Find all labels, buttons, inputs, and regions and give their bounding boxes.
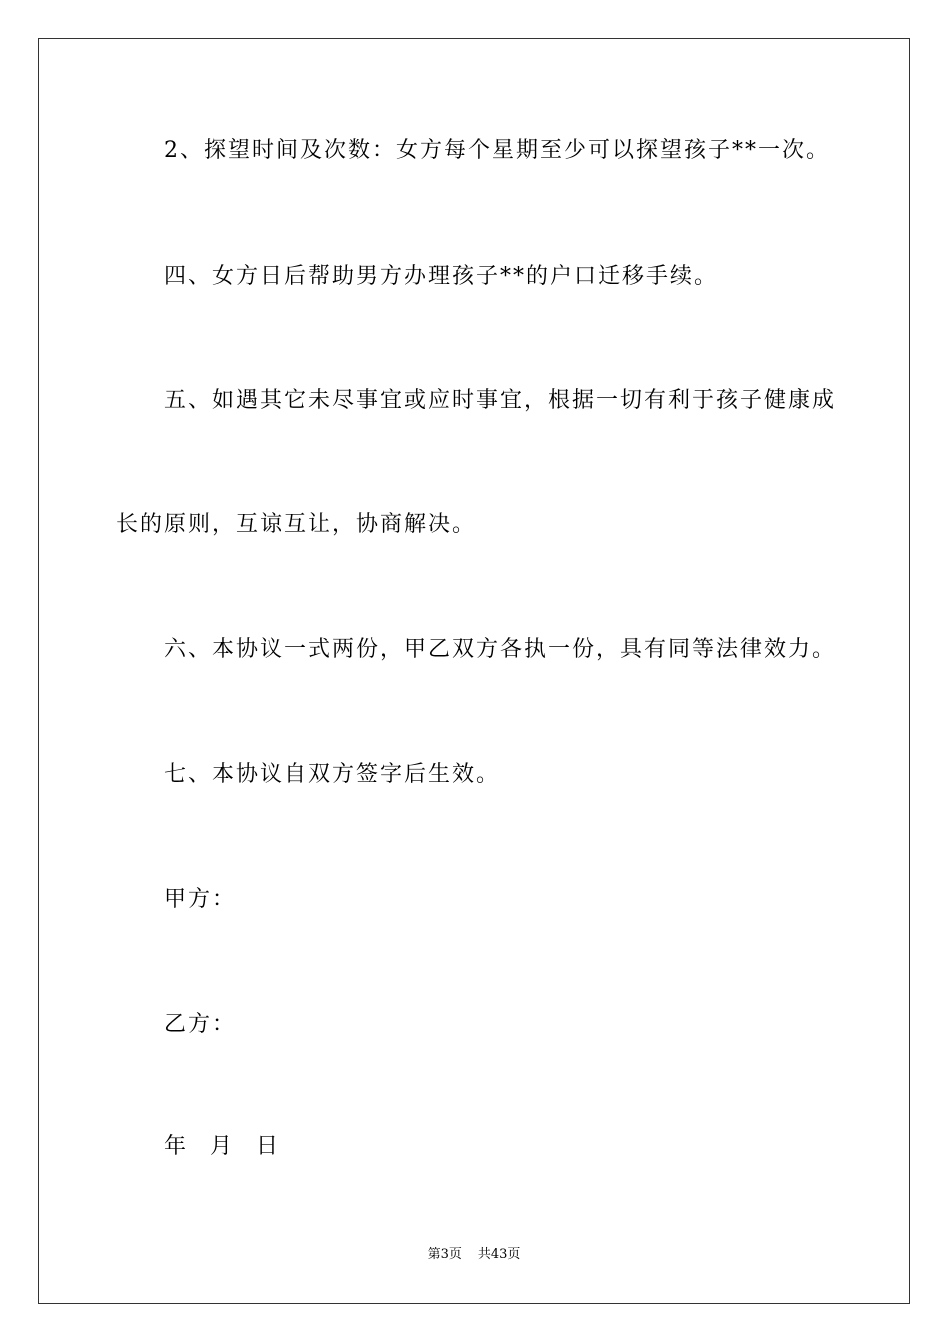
page-frame <box>38 38 910 1304</box>
paragraph-visitation-frequency: 2、探望时间及次数：女方每个星期至少可以探望孩子**一次。 <box>164 138 830 163</box>
paragraph-household-registration: 四、女方日后帮助男方办理孩子**的户口迁移手续。 <box>164 264 719 289</box>
paragraph-effective: 七、本协议自双方签字后生效。 <box>164 762 501 787</box>
date-month-label: 月 <box>210 1134 235 1159</box>
date-year-label: 年 <box>164 1134 189 1159</box>
party-b-signature-line: 乙方： <box>164 1012 237 1037</box>
paragraph-other-matters-continued: 长的原则，互谅互让，协商解决。 <box>116 512 477 537</box>
date-day-label: 日 <box>256 1134 281 1159</box>
page-number-total: 共43页 <box>477 1247 521 1262</box>
page-number-current: 第3页 <box>427 1247 462 1262</box>
page-footer <box>39 1246 909 1264</box>
date-line <box>39 1133 909 1161</box>
paragraph-copies: 六、本协议一式两份，甲乙双方各执一份，具有同等法律效力。 <box>164 637 837 662</box>
paragraph-other-matters: 五、如遇其它未尽事宜或应时事宜，根据一切有利于孩子健康成 <box>164 388 837 413</box>
party-a-signature-line: 甲方： <box>164 887 237 912</box>
